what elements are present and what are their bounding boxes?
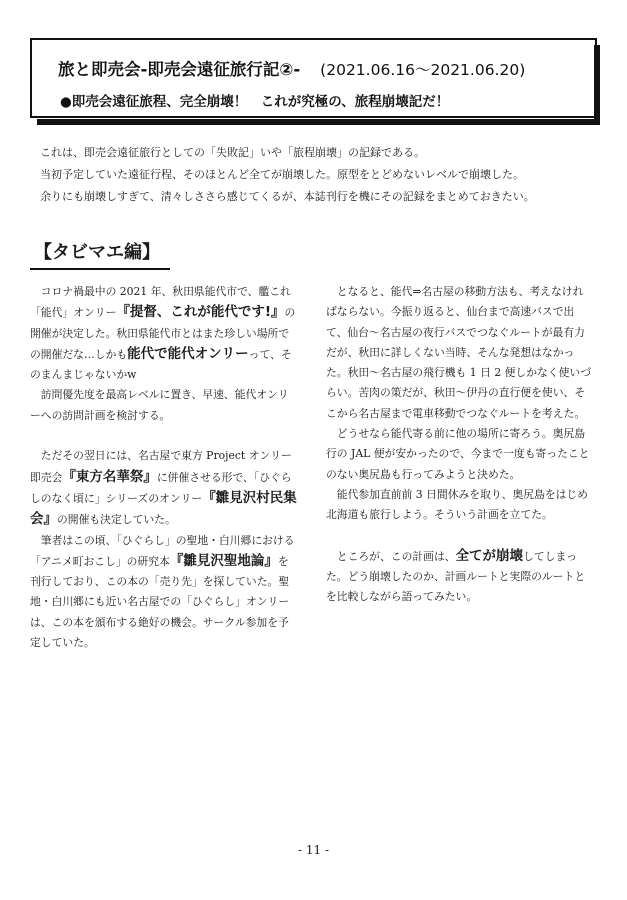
left-paragraph-1 — [30, 282, 298, 385]
book-title-seichiron: 『雛見沢聖地論』 — [169, 552, 278, 569]
emphasis-noshiro-only: 能代で能代オンリー — [127, 345, 249, 362]
event-name-teitoku: 『提督、これが能代です!』 — [116, 304, 285, 321]
text-span: の開催も決定していた。 — [57, 513, 176, 527]
intro-line-3: 余りにも崩壊しすぎて、清々しささら感じてくるが、本誌刊行を機にその記録をまとめておきたい。 — [40, 190, 535, 203]
right-column — [326, 282, 594, 608]
article-title — [58, 56, 525, 80]
right-paragraph-4 — [326, 546, 594, 608]
intro-line-1: これは、即売会遠征旅行としての「失敗記」いや「旅程崩壊」の記録である。 — [40, 146, 425, 159]
title-dates: (2021.06.16～2021.06.20) — [320, 61, 526, 79]
left-paragraph-3 — [30, 446, 298, 530]
intro-paragraphs — [40, 142, 600, 208]
paragraph-gap — [326, 526, 594, 546]
right-paragraph-1: となると、能代⇒名古屋の移動方法も、考えなければならない。今振り返ると、仙台まで高速バスで出て、仙台～名古屋の夜行バスでつなぐルートが最有力だが、秋田に詳しくない当時、そんな発想はなかった。秋田～名古屋の飛行機も 1 日 2 便しかなく使いづらい。苦肉の策だが、秋田～伊丹の直行便を使い、そこから名古屋まで電車移動でつなぐルートを考えた。 — [326, 285, 591, 420]
text-span: の開催が決定した。秋田県能代市とはまた珍しい場所での開催だな…しかも — [30, 306, 296, 361]
emphasis-all-collapsed: 全てが崩壊 — [455, 547, 524, 564]
text-span: を刊行しており、この本の「売り先」を探していた。聖地・白川郷にも近い名古屋での「ひぐらし」オンリーは、この本を頒布する絶好の機会。サークル参加を予定していた。 — [30, 554, 290, 650]
text-span: 筆者はこの頃、「ひぐらし」の聖地・白川郷における「アニメ町おこし」の研究本 — [30, 533, 295, 568]
section-heading: 【タビマエ編】 — [30, 238, 170, 270]
intro-line-2: 当初予定していた遠征行程、そのほとんど全てが崩壊した。原型をとどめないレベルで崩壊した。 — [40, 168, 524, 181]
title-box — [30, 38, 597, 118]
event-name-toho-meikasai: 『東方名華祭』 — [62, 468, 157, 485]
page-number: - 11 - — [297, 843, 329, 857]
left-column — [30, 282, 298, 653]
right-paragraph-2: どうせなら能代寄る前に他の場所に寄ろう。奥尻島行の JAL 便が安かったので、今まで一度も寄ったことのない奥尻島も行ってみようと決めた。 — [326, 427, 590, 481]
paragraph-gap — [30, 426, 298, 446]
text-span: ところが、この計画は、 — [336, 549, 456, 563]
text-span: コロナ禍最中の 2021 年、秋田県能代市で、艦これ「能代」オンリー — [30, 285, 291, 320]
text-span: ただその翌日には、名古屋で東方 Project オンリー即売会 — [30, 449, 292, 484]
text-span: って、そのまんまじゃないかw — [30, 347, 292, 382]
right-paragraph-3: 能代参加直前前 3 日間休みを取り、奥尻島をはじめ北海道も旅行しよう。そういう計画を立てた。 — [326, 487, 589, 522]
event-name-hinamizawa: 『雛見沢村民集会』 — [30, 489, 297, 528]
left-paragraph-2: 訪問優先度を最高レベルに置き、早速、能代オンリーへの訪問計画を検討する。 — [30, 388, 289, 422]
text-span: に併催させる形で、「ひぐらしのなく頃に」シリーズのオンリー — [30, 470, 292, 505]
left-paragraph-4 — [30, 531, 298, 654]
article-subtitle: ●即売会遠征旅程、完全崩壊！ これが究極の、旅程崩壊記だ！ — [60, 94, 450, 110]
text-span: してしまった。どう崩壊したのか、計画ルートと実際のルートとを比較しながら語ってみたい。 — [326, 549, 586, 604]
title-text: 旅と即売会-即売会遠征旅行記②- — [58, 60, 301, 79]
